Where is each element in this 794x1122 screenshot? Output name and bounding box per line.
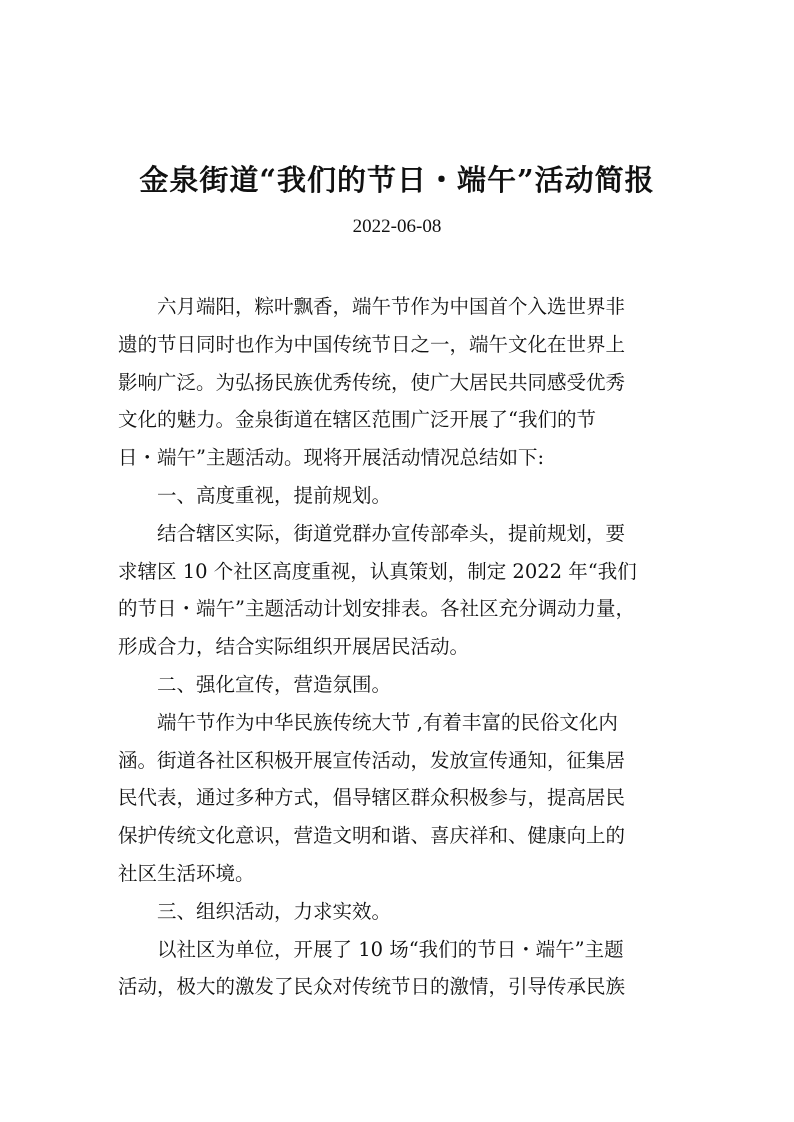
text-line: 二、强化宣传，营造氛围。 bbox=[157, 672, 392, 696]
section-heading-3 bbox=[118, 893, 676, 931]
text-line: 民代表，通过多种方式，倡导辖区群众积极参与，提高居民 bbox=[118, 786, 626, 810]
text-line: 遗的节日同时也作为中国传统节日之一，端午文化在世界上 bbox=[118, 332, 626, 356]
text-line: 结合辖区实际，街道党群办宣传部牵头，提前规划，要 bbox=[157, 521, 626, 545]
section-heading-1 bbox=[118, 477, 676, 515]
text-line: 一、高度重视，提前规划。 bbox=[157, 483, 392, 507]
paragraph-intro bbox=[118, 288, 676, 477]
text-line: 求辖区 10 个社区高度重视，认真策划，制定 2022 年“我们 bbox=[118, 559, 637, 583]
text-line: 活动，极大的激发了民众对传统节日的激情，引导传承民族 bbox=[118, 975, 626, 999]
section-heading-2 bbox=[118, 666, 676, 704]
text-line: 三、组织活动，力求实效。 bbox=[157, 899, 392, 923]
text-line: 端午节作为中华民族传统大节 ,有着丰富的民俗文化内 bbox=[157, 710, 618, 734]
text-line: 六月端阳，粽叶飘香，端午节作为中国首个入选世界非 bbox=[157, 295, 626, 318]
text-line: 文化的魅力。金泉街道在辖区范围广泛开展了“我们的节 bbox=[118, 408, 596, 432]
text-line: 影响广泛。为弘扬民族优秀传统，使广大居民共同感受优秀 bbox=[118, 370, 626, 394]
document-body bbox=[118, 288, 676, 1006]
paragraph-section-1 bbox=[118, 515, 676, 666]
text-line: 涵。街道各社区积极开展宣传活动，发放宣传通知，征集居 bbox=[118, 748, 626, 772]
document-date: 2022-06-08 bbox=[352, 216, 442, 237]
text-line: 形成合力，结合实际组织开展居民活动。 bbox=[118, 635, 470, 659]
text-line: 日・端午”主题活动。现将开展活动情况总结如下: bbox=[118, 446, 545, 470]
paragraph-section-3 bbox=[118, 931, 676, 1007]
text-line: 以社区为单位，开展了 10 场“我们的节日・端午”主题 bbox=[157, 937, 624, 961]
document-title: 金泉街道“我们的节日・端午”活动简报 bbox=[139, 163, 655, 197]
text-line: 社区生活环境。 bbox=[118, 861, 255, 885]
text-line: 的节日・端午”主题活动计划安排表。各社区充分调动力量， bbox=[118, 597, 635, 621]
paragraph-section-2 bbox=[118, 704, 676, 893]
text-line: 保护传统文化意识，营造文明和谐、喜庆祥和、健康向上的 bbox=[118, 824, 626, 848]
